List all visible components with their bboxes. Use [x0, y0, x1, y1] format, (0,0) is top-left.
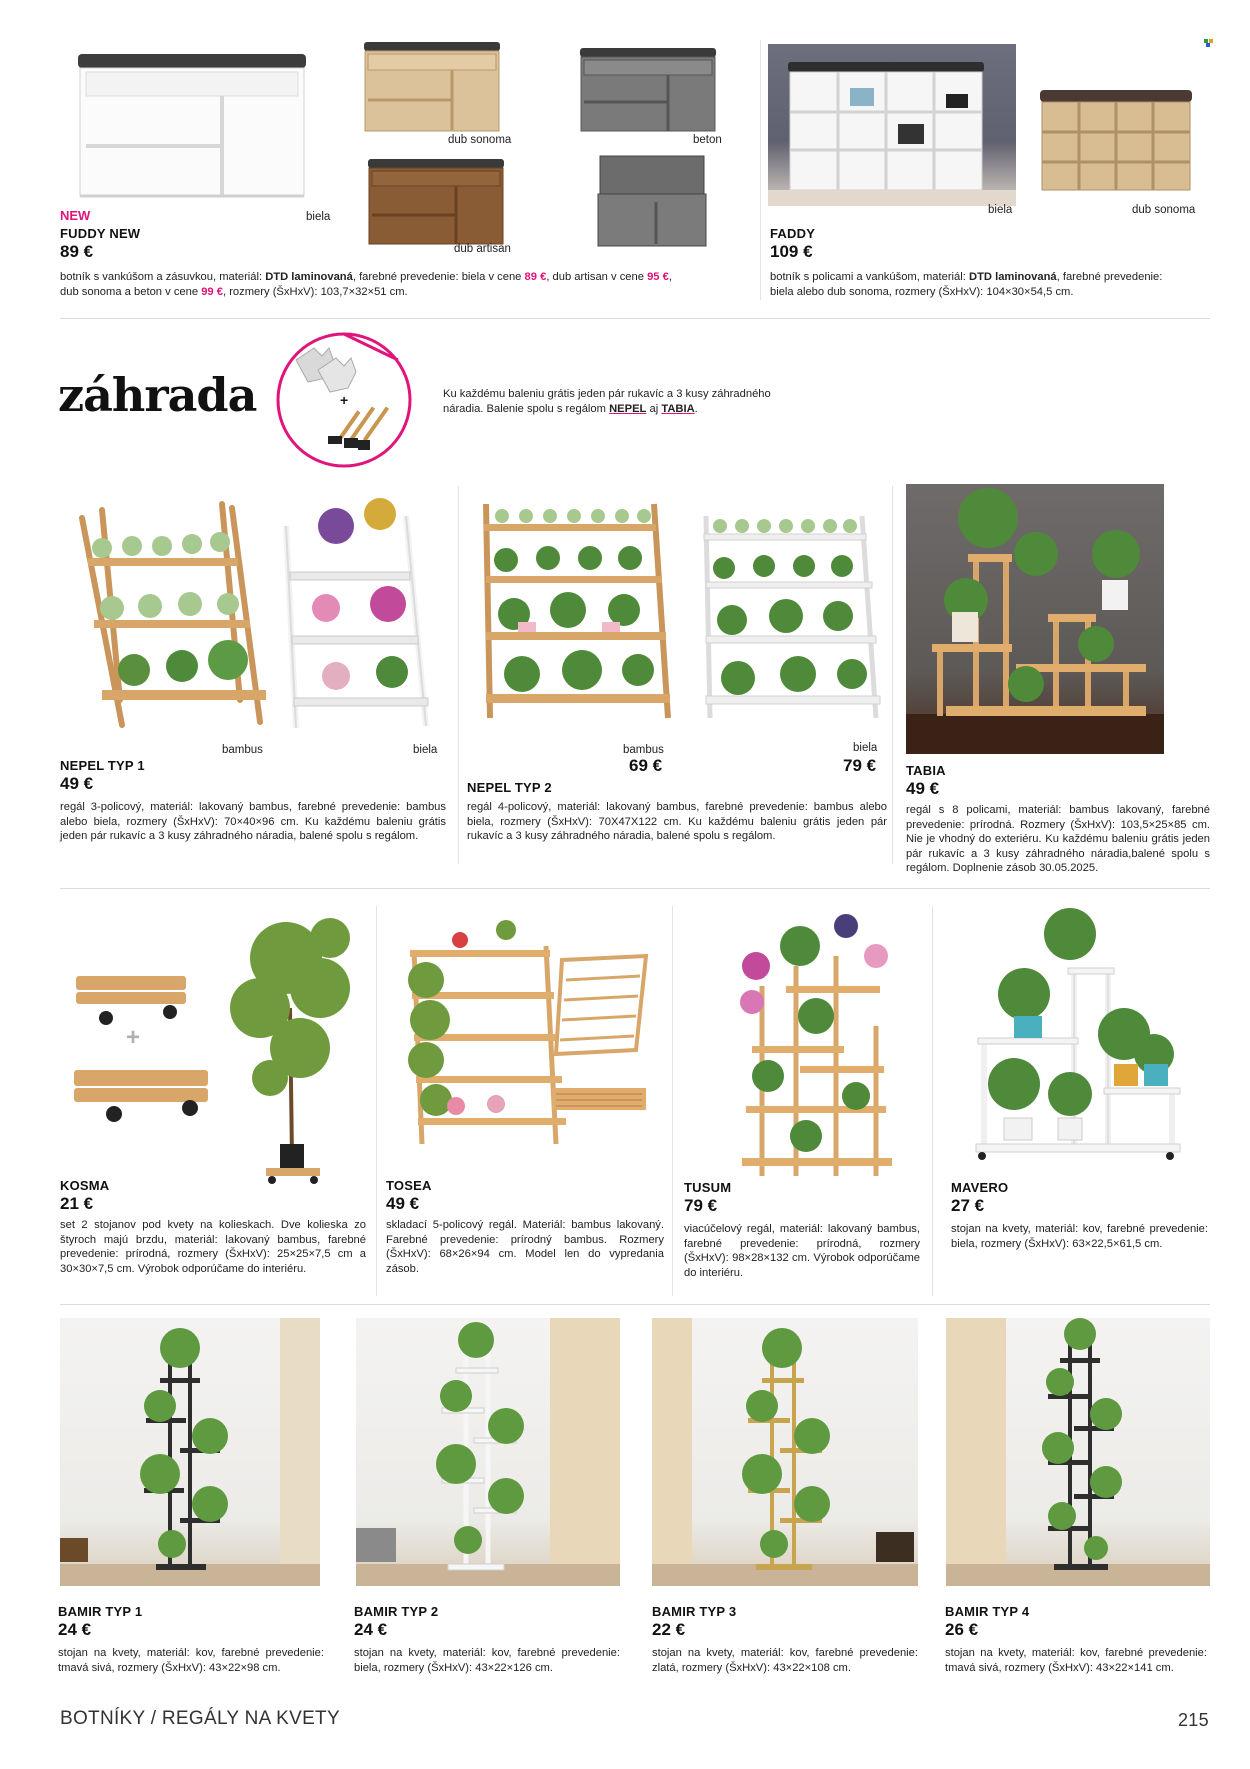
fuddy-artisan-image	[366, 157, 506, 247]
variant-label-biela: biela	[413, 744, 438, 756]
divider	[760, 40, 761, 300]
variant-label-biela: biela	[306, 211, 331, 223]
desc-part: , dub artisan v cene	[546, 271, 648, 283]
variant-label-bambus: bambus	[623, 744, 664, 756]
desc-material: DTD laminovaná	[265, 271, 353, 283]
product-desc-bamir1: stojan na kvety, materiál: kov, farebné prevedenie: tmavá sivá, rozmery (ŠxHxV): 43×22×98 cm.	[58, 1647, 324, 1674]
desc-part: , farebné prevedenie:	[1056, 271, 1163, 283]
product-name-tabia: TABIA	[906, 763, 946, 778]
footer-section-title: BOTNÍKY / REGÁLY NA KVETY	[60, 1708, 340, 1729]
variant-label-beton: beton	[693, 134, 722, 146]
tabia-image	[906, 484, 1164, 754]
section-title-zahrada: záhrada	[58, 368, 257, 422]
variant-label-artisan: dub artisan	[454, 243, 511, 255]
desc-price-sonoma: 99 €	[201, 285, 223, 298]
desc-price-artisan: 95 €	[647, 271, 669, 283]
product-desc-bamir4: stojan na kvety, materiál: kov, farebné prevedenie: tmavá sivá, rozmery (ŠxHxV): 43×22×141 cm.	[945, 1647, 1207, 1674]
product-price-nepel2-bambus: 69 €	[629, 756, 663, 775]
product-price-bamir2: 24 €	[354, 1620, 388, 1639]
product-name-bamir2: BAMIR TYP 2	[354, 1604, 439, 1619]
fuddy-beton-image	[578, 46, 718, 134]
variant-label-bambus: bambus	[222, 744, 263, 756]
product-desc-nepel2: regál 4-policový, materiál: lakovaný bambus, farebné prevedenie: bambus alebo biela, rozmery (ŠxHxV): 70X47X122 cm. Ku každému baleniu grátis jeden pár rukavíc a 3 kusy záhradného náradia, balené spolu s regálom.	[467, 801, 887, 843]
product-desc-faddy	[770, 270, 1210, 299]
divider	[60, 1304, 1210, 1305]
divider	[672, 906, 673, 1296]
product-name-tusum: TUSUM	[684, 1180, 732, 1195]
variant-label-biela: biela	[988, 204, 1013, 216]
variant-label-sonoma: dub sonoma	[1132, 204, 1196, 216]
product-price-bamir3: 22 €	[652, 1620, 686, 1639]
promo-line: .	[694, 403, 698, 415]
fuddy-white-image	[72, 50, 312, 202]
tosea-image	[396, 900, 662, 1166]
bamir3-image	[652, 1318, 918, 1586]
bamir2-image	[356, 1318, 620, 1586]
faddy-room-image	[768, 44, 1016, 206]
promo-text	[443, 387, 863, 417]
faddy-sonoma-image	[1038, 88, 1194, 192]
product-price-nepel1: 49 €	[60, 774, 94, 793]
promo-circle	[274, 330, 414, 470]
desc-part: botník s vankúšom a zásuvkou, materiál:	[60, 271, 266, 283]
desc-part: biela alebo dub sonoma, rozmery (ŠxHxV): 104×30×54,5 cm.	[770, 285, 1074, 298]
product-price-bamir4: 26 €	[945, 1620, 979, 1639]
product-name-kosma: KOSMA	[60, 1178, 110, 1193]
desc-price-biela: 89 €	[524, 271, 547, 283]
promo-line: aj	[646, 403, 662, 415]
variant-label-sonoma: dub sonoma	[448, 134, 512, 146]
product-desc-tusum: viacúčelový regál, materiál: lakovaný bambus, farebné prevedenie: prírodná, rozmery (ŠxHxV): 98×28×132 cm. Výrobok odporúčame do interiéru.	[684, 1223, 920, 1279]
divider	[60, 318, 1210, 319]
product-name-faddy: FADDY	[770, 226, 816, 241]
product-desc-tabia: regál s 8 policami, materiál: bambus lakovaný, farebné prevedenie: prírodná. Rozmery (ŠxHxV): 103,5×25×85 cm. Nie je vhodný do exteriéru. Ku každému baleniu grátis jeden pár rukavíc a 3 kusy záhradného náradia,balené spolu s regálom. Doplnenie zásob 30.05.2025.	[906, 804, 1210, 875]
desc-part: botník s policami a vankúšom, materiál:	[770, 271, 969, 283]
tusum-image	[716, 906, 896, 1188]
product-price-fuddy: 89 €	[60, 242, 94, 261]
product-name-bamir3: BAMIR TYP 3	[652, 1604, 737, 1619]
product-desc-tosea: skladací 5-policový regál. Materiál: bambus lakovaný. Farebné prevedenie: prírodný bambus. Rozmery (ŠxHxV): 68×26×94 cm. Model len do vypredania zásob.	[386, 1219, 664, 1275]
promo-tabia: TABIA	[661, 403, 695, 415]
product-price-nepel2-biela: 79 €	[843, 756, 877, 775]
product-desc-nepel1: regál 3-policový, materiál: lakovaný bambus, farebné prevedenie: bambus alebo biela, rozmery (ŠxHxV): 70×40×96 cm. Ku každému baleniu grátis jeden pár rukavíc a 3 kusy záhradného náradia, balené spolu s regálom.	[60, 801, 446, 843]
product-desc-kosma: set 2 stojanov pod kvety na kolieskach. Dve kolieska zo štyroch majú brzdu, materiál: lakovaný bambus, farebné prevedenie: prírodná, rozmery (ŠxHxV): 25×25×7,5 cm a 30×30×7,5 cm. Výrobok odporúčame do interiéru.	[60, 1219, 366, 1275]
page-number: 215	[1178, 1710, 1209, 1730]
promo-nepel: NEPEL	[609, 403, 647, 415]
nepel1-bamboo-image	[72, 500, 272, 728]
nepel1-white-image	[276, 486, 436, 732]
desc-part: ,	[668, 271, 672, 283]
divider	[932, 906, 933, 1296]
product-desc-mavero: stojan na kvety, materiál: kov, farebné prevedenie: biela, rozmery (ŠxHxV): 63×22,5×61,5 cm.	[951, 1223, 1208, 1250]
product-price-bamir1: 24 €	[58, 1620, 92, 1639]
product-name-mavero: MAVERO	[951, 1180, 1009, 1195]
product-price-tosea: 49 €	[386, 1194, 420, 1213]
divider	[60, 888, 1210, 889]
corner-logo-icon	[1204, 34, 1214, 42]
desc-part: dub sonoma a beton v cene	[60, 285, 202, 298]
product-price-tabia: 49 €	[906, 779, 940, 798]
desc-material: DTD laminovaná	[968, 271, 1057, 283]
kosma-image	[70, 908, 370, 1190]
product-price-mavero: 27 €	[951, 1196, 985, 1215]
product-name-bamir4: BAMIR TYP 4	[945, 1604, 1030, 1619]
bamir1-image	[60, 1318, 320, 1586]
variant-label-biela: biela	[853, 742, 878, 754]
product-name-tosea: TOSEA	[386, 1178, 432, 1193]
new-badge: NEW	[60, 208, 91, 223]
product-price-kosma: 21 €	[60, 1194, 94, 1213]
promo-line: náradia. Balenie spolu s regálom	[443, 403, 610, 415]
product-name-bamir1: BAMIR TYP 1	[58, 1604, 143, 1619]
divider	[892, 486, 893, 864]
nepel2-bamboo-image	[478, 498, 674, 722]
product-price-faddy: 109 €	[770, 242, 813, 261]
product-desc-fuddy	[60, 270, 760, 299]
fuddy-beton-open-image	[596, 154, 708, 248]
product-desc-bamir3: stojan na kvety, materiál: kov, farebné prevedenie: zlatá, rozmery (ŠxHxV): 43×22×108 cm.	[652, 1647, 918, 1674]
promo-line: Ku každému baleniu grátis jeden pár rukavíc a 3 kusy záhradného	[443, 388, 771, 400]
mavero-image	[974, 904, 1190, 1168]
divider	[376, 906, 377, 1296]
product-name-nepel2: NEPEL TYP 2	[467, 780, 552, 795]
product-name-fuddy: FUDDY NEW	[60, 226, 141, 241]
desc-part: , farebné prevedenie: biela v cene	[352, 271, 525, 283]
bamir4-image	[946, 1318, 1210, 1586]
product-desc-bamir2: stojan na kvety, materiál: kov, farebné prevedenie: biela, rozmery (ŠxHxV): 43×22×126 cm.	[354, 1647, 620, 1674]
fuddy-sonoma-image	[362, 40, 502, 132]
product-price-tusum: 79 €	[684, 1196, 718, 1215]
divider	[458, 486, 459, 864]
desc-part: , rozmery (ŠxHxV): 103,7×32×51 cm.	[222, 285, 408, 298]
product-name-nepel1: NEPEL TYP 1	[60, 758, 145, 773]
nepel2-white-image	[698, 512, 882, 722]
kosma-plus: +	[126, 1024, 141, 1051]
promo-plus: +	[340, 392, 349, 408]
